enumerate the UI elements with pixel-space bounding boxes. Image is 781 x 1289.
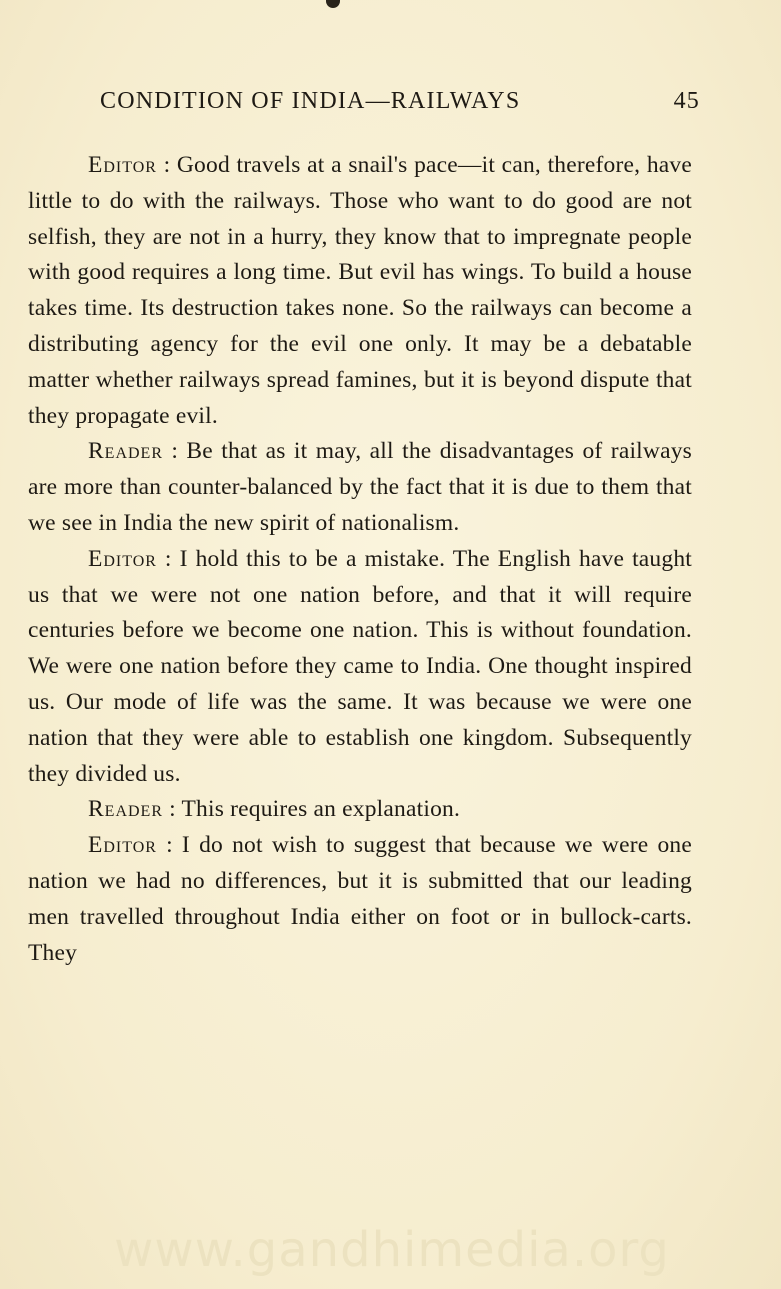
speaker-label: Editor [88, 152, 157, 178]
paragraph [28, 828, 692, 971]
paragraph [28, 434, 692, 541]
page-number: 45 [673, 88, 700, 114]
paragraph [28, 542, 692, 793]
paragraph-text: : I hold this to be a mistake. The English have taught us that we were not one nation before, and that it will require centuries before we become one nation. This is without foundation. We were one nation before they came to India. One thought inspired us. Our mode of life was the same. It was because we were one nation that they were able to establish one kingdom. Subsequently they divided us. [28, 545, 693, 787]
watermark: www.gandhimedia.org [114, 1222, 670, 1278]
paragraph-text: : Good travels at a snail's pace—it can, therefore, have little to do with the railways. Those who want to do good are not selfish, they are not in a hurry, they know that to impregnate people with good requires a long time. But evil has wings. To build a house takes time. Its destruction takes none. So the railways can become a distributing agency for the evil one only. It may be a debatable matter whether railways spread famines, but it is beyond dispute that they propagate evil. [28, 152, 692, 429]
paragraph-text: : Be that as it may, all the disadvantages of railways are more than counter-balanced by the fact that it is due to them that we see in India the new spirit of nationalism. [28, 438, 692, 536]
running-title: CONDITION OF INDIA—RAILWAYS [100, 88, 521, 114]
ink-speck [326, 0, 340, 8]
page-header [100, 88, 700, 118]
paragraph [28, 792, 692, 828]
body-text [28, 148, 692, 971]
paragraph-text: : This requires an explanation. [169, 796, 461, 823]
speaker-label: Reader [88, 438, 164, 465]
paragraph-text: : I do not wish to suggest that because we were one nation we had no differences, but it is submitted that our leading men travelled throughout India either on foot or in bullock-carts. They [28, 832, 692, 966]
speaker-label: Editor [88, 832, 157, 859]
paragraph [28, 148, 692, 434]
speaker-label: Editor [88, 545, 157, 572]
speaker-label: Reader [88, 796, 164, 823]
